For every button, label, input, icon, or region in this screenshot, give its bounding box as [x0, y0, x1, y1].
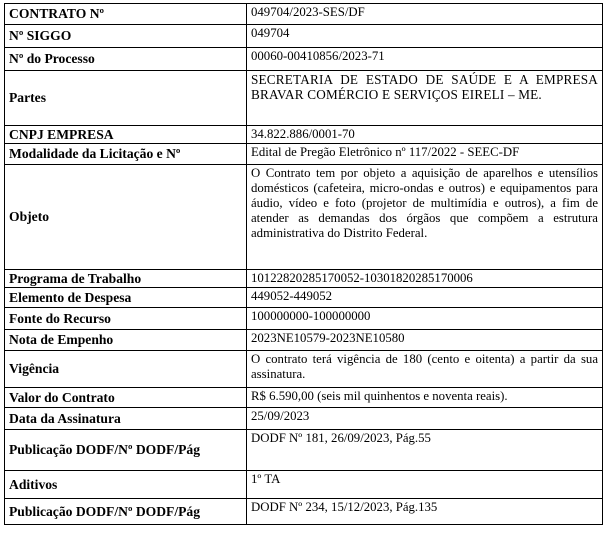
label-publicacao-2: Publicação DODF/Nº DODF/Pág — [5, 499, 247, 525]
label-elemento-despesa: Elemento de Despesa — [5, 288, 247, 308]
row-publicacao-1 — [5, 430, 603, 471]
value-programa-trabalho: 10122820285170052-10301820285170006 — [247, 270, 603, 288]
label-processo: Nº do Processo — [5, 48, 247, 71]
row-vigencia — [5, 351, 603, 388]
row-modalidade — [5, 144, 603, 165]
row-data-assinatura — [5, 408, 603, 430]
value-processo: 00060-00410856/2023-71 — [247, 48, 603, 71]
value-siggo: 049704 — [247, 25, 603, 48]
row-partes — [5, 71, 603, 126]
row-nota-empenho — [5, 330, 603, 351]
value-data-assinatura: 25/09/2023 — [247, 408, 603, 430]
row-objeto — [5, 165, 603, 270]
value-contrato-numero: 049704/2023-SES/DF — [247, 4, 603, 25]
row-aditivos — [5, 471, 603, 499]
value-nota-empenho: 2023NE10579-2023NE10580 — [247, 330, 603, 351]
value-elemento-despesa: 449052-449052 — [247, 288, 603, 308]
value-publicacao-2: DODF Nº 234, 15/12/2023, Pág.135 — [247, 499, 603, 525]
row-programa-trabalho — [5, 270, 603, 288]
label-aditivos: Aditivos — [5, 471, 247, 499]
label-cnpj: CNPJ EMPRESA — [5, 126, 247, 144]
value-publicacao-1: DODF Nº 181, 26/09/2023, Pág.55 — [247, 430, 603, 471]
row-valor-contrato — [5, 388, 603, 408]
value-aditivos: 1º TA — [247, 471, 603, 499]
label-siggo: Nº SIGGO — [5, 25, 247, 48]
value-cnpj: 34.822.886/0001-70 — [247, 126, 603, 144]
row-cnpj — [5, 126, 603, 144]
row-contrato-numero — [5, 4, 603, 25]
label-publicacao-1: Publicação DODF/Nº DODF/Pág — [5, 430, 247, 471]
row-elemento-despesa — [5, 288, 603, 308]
label-fonte-recurso: Fonte do Recurso — [5, 308, 247, 330]
label-contrato-numero: CONTRATO Nº — [5, 4, 247, 25]
contract-summary-table — [4, 3, 603, 525]
value-objeto: O Contrato tem por objeto a aquisição de aparelhos e utensílios domésticos (cafeteira, micro-ondas e outros) e equipamentos para áudio, vídeo e foto (projetor de multimídia e outros), a fim de atender as demandas dos órgãos que compõem a estrutura administrativa do Distrito Federal. — [247, 165, 603, 270]
value-modalidade: Edital de Pregão Eletrônico nº 117/2022 - SEEC-DF — [247, 144, 603, 165]
row-publicacao-2 — [5, 499, 603, 525]
value-partes: SECRETARIA DE ESTADO DE SAÚDE E A EMPRESA BRAVAR COMÉRCIO E SERVIÇOS EIRELI – ME. — [247, 71, 603, 126]
row-siggo — [5, 25, 603, 48]
value-vigencia: O contrato terá vigência de 180 (cento e oitenta) a partir da sua assinatura. — [247, 351, 603, 388]
label-programa-trabalho: Programa de Trabalho — [5, 270, 247, 288]
label-data-assinatura: Data da Assinatura — [5, 408, 247, 430]
row-fonte-recurso — [5, 308, 603, 330]
label-nota-empenho: Nota de Empenho — [5, 330, 247, 351]
label-vigencia: Vigência — [5, 351, 247, 388]
label-modalidade: Modalidade da Licitação e Nº — [5, 144, 247, 165]
label-partes: Partes — [5, 71, 247, 126]
label-objeto: Objeto — [5, 165, 247, 270]
value-fonte-recurso: 100000000-100000000 — [247, 308, 603, 330]
label-valor-contrato: Valor do Contrato — [5, 388, 247, 408]
value-valor-contrato: R$ 6.590,00 (seis mil quinhentos e noventa reais). — [247, 388, 603, 408]
row-processo — [5, 48, 603, 71]
